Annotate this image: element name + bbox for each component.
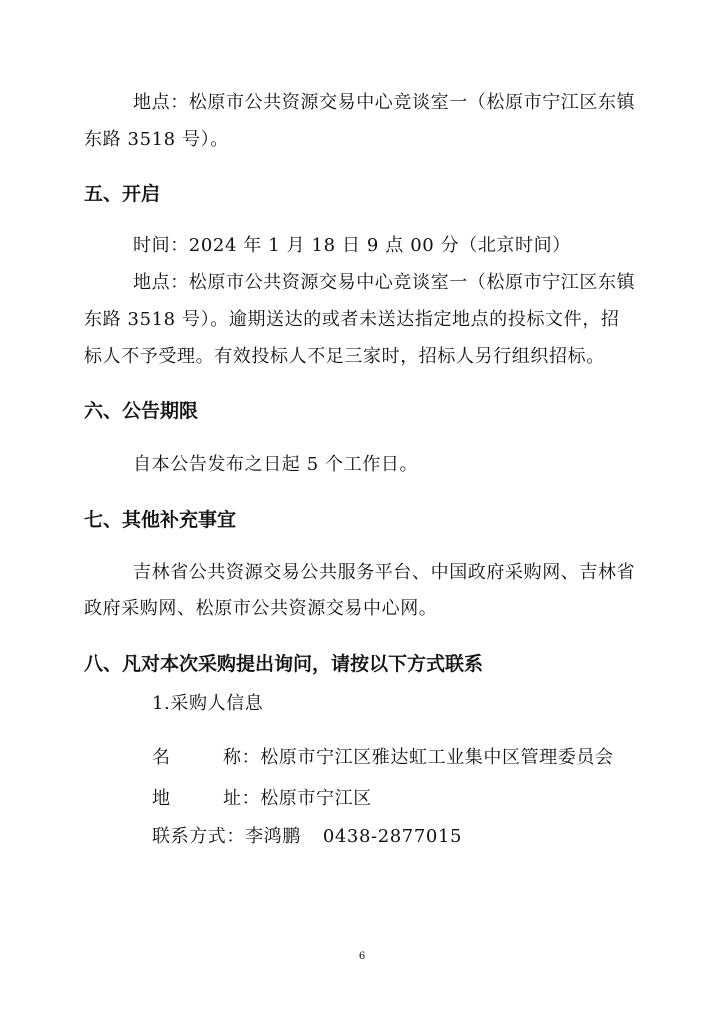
opening-time: 时间：2024 年 1 月 18 日 9 点 00 分（北京时间）: [133, 235, 571, 256]
purchaser-address-value: 松原市宁江区: [260, 788, 372, 809]
contact-label: 联系方式：: [152, 826, 245, 847]
section-heading-notice-period: 六、公告期限: [84, 400, 199, 422]
section-heading-other-matters: 七、其他补充事宜: [84, 509, 237, 531]
page-number: 6: [358, 951, 366, 962]
other-matters-line-2: 政府采购网、松原市公共资源交易中心网。: [84, 598, 438, 619]
opening-location-line-2: 东路 3518 号）。逾期送达的或者未送达指定地点的投标文件，招: [84, 309, 620, 330]
opening-location-line-3: 标人不予受理。有效投标人不足三家时，招标人另行组织招标。: [84, 346, 605, 367]
address-label-a: 地: [152, 788, 171, 809]
contact-person: 李鸿鹏: [245, 826, 301, 847]
location-line-2: 东路 3518 号）。: [84, 129, 229, 150]
purchaser-name-value: 松原市宁江区雅达虹工业集中区管理委员会: [260, 747, 614, 768]
notice-period-text: 自本公告发布之日起 5 个工作日。: [133, 454, 419, 475]
name-label-b: 称：: [223, 747, 261, 768]
purchaser-info-subheading: 1.采购人信息: [152, 693, 264, 714]
contact-phone: 0438-2877015: [322, 826, 463, 847]
address-label-b: 址：: [223, 788, 261, 809]
location-line-1: 地点：松原市公共资源交易中心竞谈室一（松原市宁江区东镇: [133, 92, 636, 113]
name-label-a: 名: [152, 747, 171, 768]
other-matters-line-1: 吉林省公共资源交易公共服务平台、中国政府采购网、吉林省: [133, 562, 636, 583]
purchaser-address-row: [152, 786, 372, 812]
opening-location-line-1: 地点：松原市公共资源交易中心竞谈室一（松原市宁江区东镇: [133, 272, 636, 293]
purchaser-name-row: [152, 745, 614, 771]
section-heading-contact: 八、凡对本次采购提出询问，请按以下方式联系: [84, 653, 484, 675]
purchaser-contact-row: [152, 824, 462, 850]
section-heading-opening: 五、开启: [84, 183, 161, 205]
